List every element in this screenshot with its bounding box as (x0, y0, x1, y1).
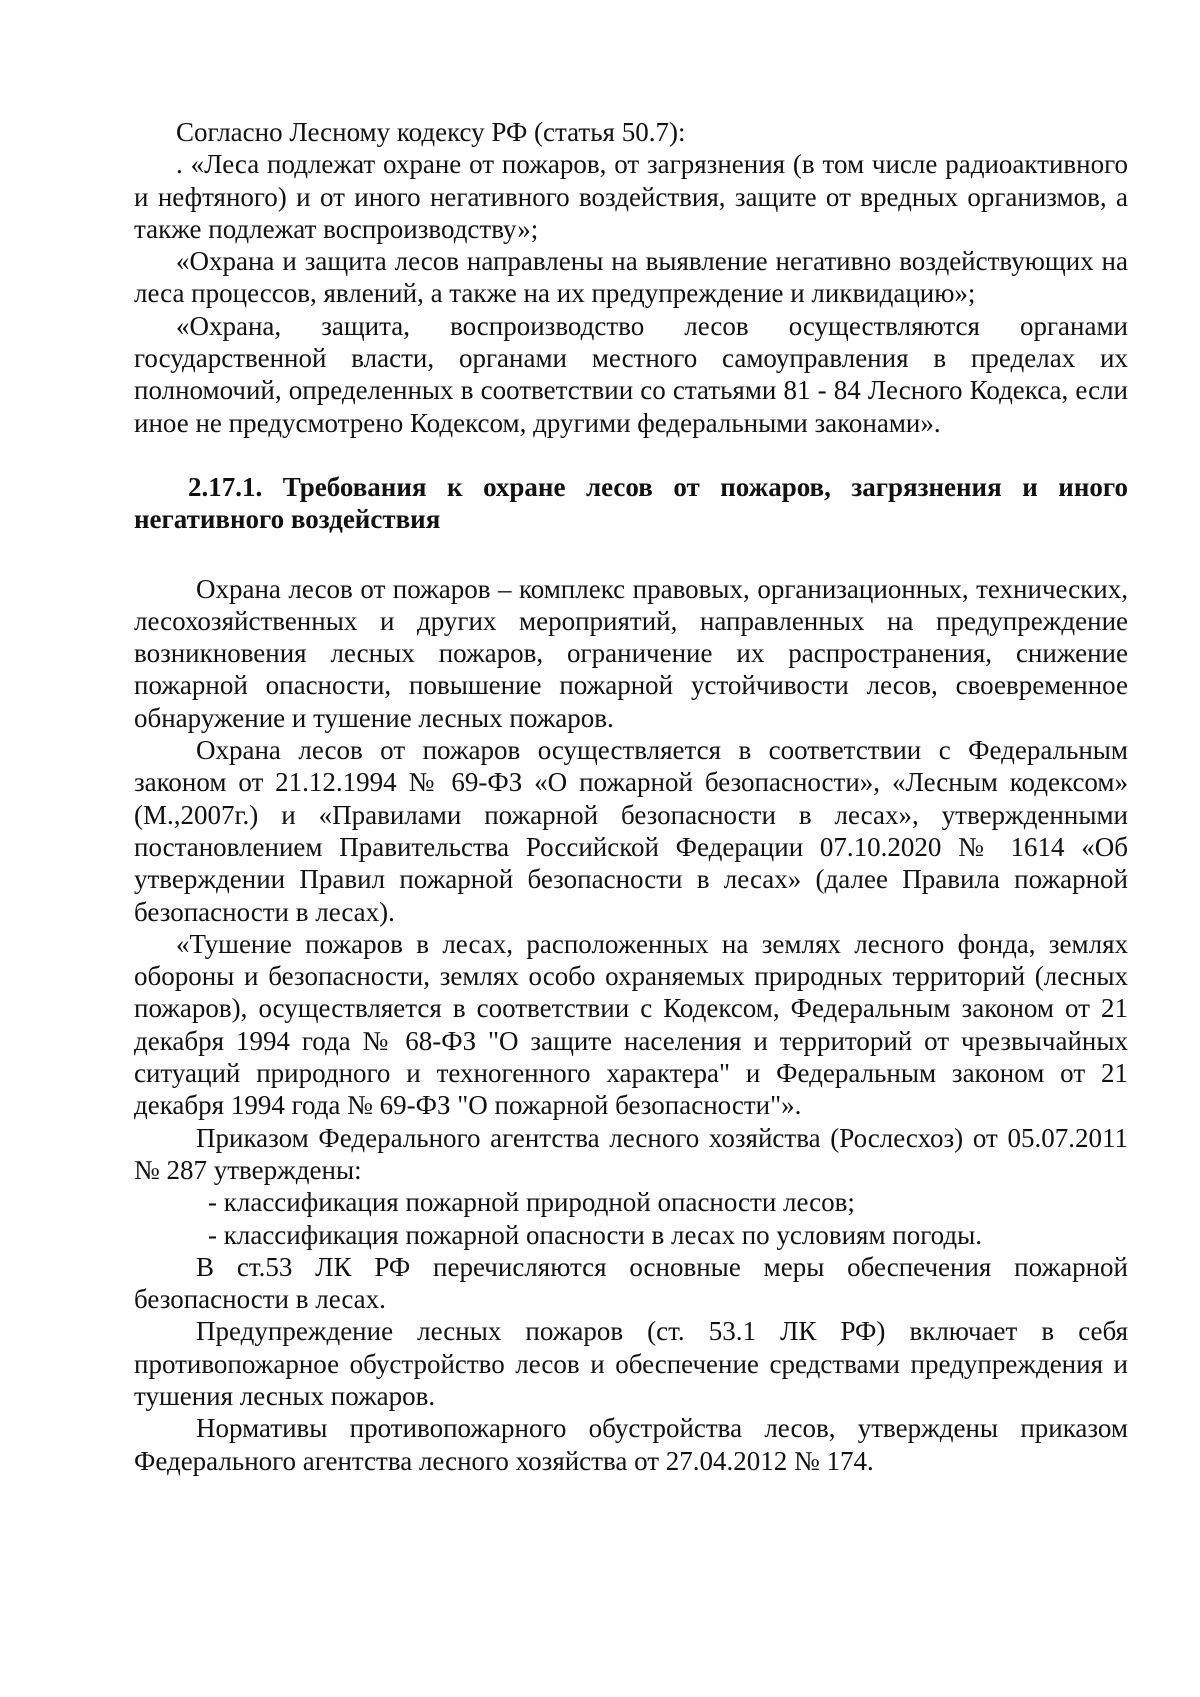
list-item: - классификация пожарной опасности в лесах по условиям погоды. (208, 1219, 983, 1250)
paragraph-firefighting: «Тушение пожаров в лесах, расположенных на землях лесного фонда, землях обороны и безопасности, землях особо охраняемых природных территорий (лесных пожаров), осуществляется в соответствии с Кодексом, Федеральным законом от 21 декабря 1994 года № 68-ФЗ "О защите населения и территорий от чрезвычайных ситуаций природного и техногенного характера" и Федеральным законом от 21 декабря 1994 года № 69-ФЗ "О пожарной безопасности"». (134, 928, 1128, 1121)
paragraph-norms: Нормативы противопожарного обустройства лесов, утверждены приказом Федерального агентства лесного хозяйства от 27.04.2012 № 174. (134, 1413, 1128, 1476)
paragraph-rosleskhoz-order: Приказом Федерального агентства лесного хозяйства (Рослесхоз) от 05.07.2011 № 287 утверждены: (134, 1122, 1128, 1185)
quote-protection-aims: «Охрана и защита лесов направлены на выявление негативно воздействующих на леса процессов, явлений, а также на их предупреждение и ликвидацию»; (134, 246, 1128, 309)
document-page (134, 116, 1128, 1477)
section-heading: 2.17.1. Требования к охране лесов от пожаров, загрязнения и иного негативного воздействия (134, 471, 1128, 535)
list-item: - классификация пожарной природной опасности лесов; (208, 1187, 855, 1218)
paragraph-legal-basis: Охрана лесов от пожаров осуществляется в соответствии с Федеральным законом от 21.12.1994 № 69-ФЗ «О пожарной безопасности», «Лесным кодексом» (М.,2007г.) и «Правилами пожарной безопасности в лесах», утвержденными постановлением Правительства Российской Федерации 07.10.2020 № 1614 «Об утверждении Правил пожарной безопасности в лесах» (далее Правила пожарной безопасности в лесах). (134, 735, 1128, 927)
paragraph-prevention: Предупреждение лесных пожаров (ст. 53.1 ЛК РФ) включает в себя противопожарное обустройство лесов и обеспечение средствами предупреждения и тушения лесных пожаров. (134, 1316, 1128, 1411)
intro-lead: Согласно Лесному кодексу РФ (статья 50.7): (176, 117, 686, 147)
paragraph-definition: Охрана лесов от пожаров – комплекс правовых, организационных, технических, лесохозяйственных и других мероприятий, направленных на предупреждение возникновения лесных пожаров, ограничение их распространения, снижение пожарной опасности, повышение пожарной устойчивости лесов, своевременное обнаружение и тушение лесных пожаров. (134, 573, 1128, 733)
quote-authorities: «Охрана, защита, воспроизводство лесов осуществляются органами государственной власти, органами местного самоуправления в пределах их полномочий, определенных в соответствии со статьями 81 - 84 Лесного Кодекса, если иное не предусмотрено Кодексом, другими федеральными законами». (134, 310, 1128, 438)
paragraph-article-53: В ст.53 ЛК РФ перечисляются основные меры обеспечения пожарной безопасности в лесах. (134, 1251, 1128, 1315)
quote-forest-protection: . «Леса подлежат охране от пожаров, от загрязнения (в том числе радиоактивного и нефтяного) и от иного негативного воздействия, защите от вредных организмов, а также подлежат воспроизводству»; (134, 149, 1128, 244)
